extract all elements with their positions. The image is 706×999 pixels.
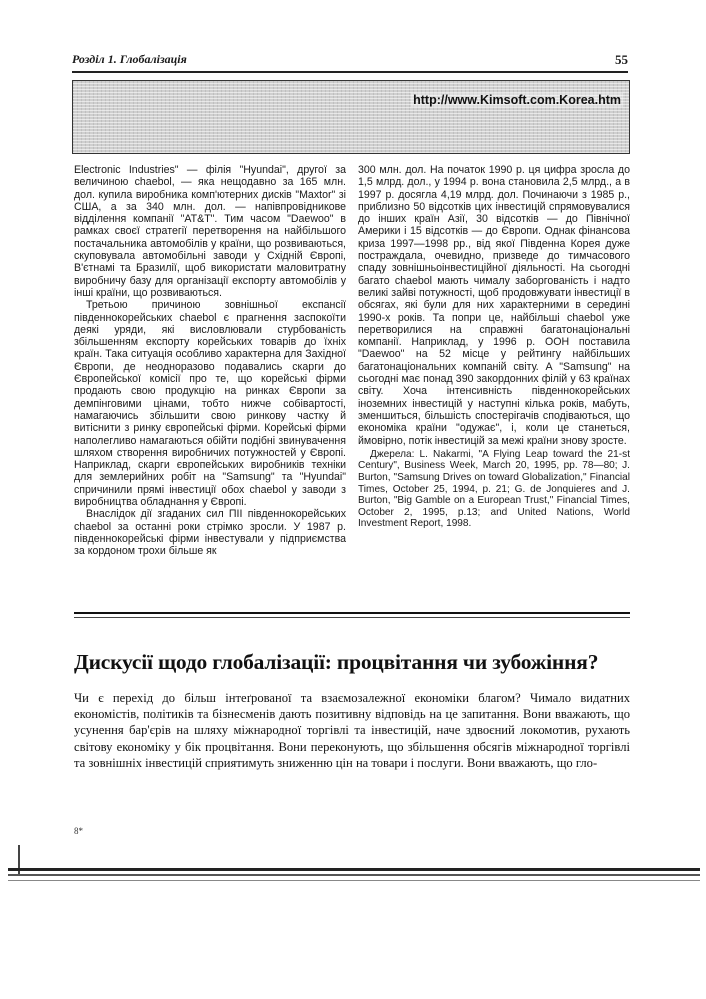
running-head: Розділ 1. Глобалізація	[72, 52, 187, 66]
section-heading: Дискусії щодо глобалізації: процвітання чи зубожіння?	[74, 650, 599, 674]
banner-url: http://www.Kimsoft.com.Korea.htm	[413, 93, 621, 107]
left-paragraph-2: Третьою причиною зовнішньої експансії південнокорейських chaebol є прагнення заспокоїти деякі уряди, які висловлювали стурбованість збільшенням експорту корейських товарів до їхніх країн. Така ситуація особливо характерна для Західної Європи, де неодноразово подавались скарги до Європейської комісії про те, що корейські фірми продають свою продукцію на ринках Європи за демпінговими цінами, тобто нижче собівартості, намагаючись збільшити свою ринкову частку й витіснити з ринку європейські фірми. Корейські фірми наполегливо намагаються обійти подібні звинувачення шляхом створення виробничих потужностей у Європі. Наприклад, скарги європейських виробників техніки для землерийних робіт на "Samsung" та "Hyundai" спричинили прямі інвестиції обох chaebol у заводи з виробництва обладнання у Європі.	[74, 299, 346, 509]
scan-edge-bar-2	[8, 874, 700, 876]
scan-edge-bar	[8, 868, 700, 871]
left-column	[74, 164, 346, 558]
page-number: 55	[615, 52, 628, 67]
section-rule-top	[74, 612, 630, 614]
right-paragraph-1: 300 млн. дол. На початок 1990 р. ця цифра зросла до 1,5 млрд. дол., у 1994 р. вона становила 2,5 млрд., а в 1997 р. досягла 4,19 млрд. дол. Починаючи з 1985 р., приблизно 50 відсотків цих інвестицій спрямовувалися до інших країн Азії, 30 відсотків — до Північної Америки і 15 відсотків — до Європи. Однак фінансова криза 1997—1998 рр., від якої Південна Корея дуже постраждала, очевидно, призведе до тимчасового спаду зовнішньоінвестиційної діяльності. На сьогодні багато chaebol мають чималу заборгованість і надто великі зайві потужності, щоб продовжувати інвестиції в обсягах, які були для них характерними в середині 1990-х років. Та попри це, найбільші chaebol уже перетворилися на справжні багатонаціональні компанії. Наприклад, у 1996 р. ООН поставила "Daewoo" на 52 місце у рейтингу найбільших багатонаціональних компаній світу. А "Samsung" на сьогодні має понад 390 закордонних філій у 63 країнах світу. Хоча інтенсивність південнокорейських іноземних інвестицій у наступні кілька років, мабуть, зменшиться, більшість спостерігачів сподіваються, що економіка країни "одужає", і, коли це станеться, ймовірно, потік інвестицій за межі країни знову зросте.	[358, 164, 630, 447]
signature-mark: 8*	[74, 826, 83, 836]
right-column	[358, 164, 630, 530]
sources-note: Джерела: L. Nakarmi, "A Flying Leap toward the 21-st Century", Business Week, March 20, 1995, pp. 78—80; J. Burton, "Samsung Drives on toward Globalization," Financial Times, October 25, 1994, p. 21; G. de Jonquieres and J. Burton, "Big Gamble on a European Trust," Financial Times, October 2, 1995, p.13; and United Nations, World Investment Report, 1998.	[358, 448, 630, 530]
header-rule	[72, 71, 628, 73]
scan-edge-bar-3	[8, 880, 700, 881]
left-paragraph-3: Внаслідок дії згаданих сил ПІІ південнокорейських chaebol за останні роки стрімко зросли. У 1987 р. південнокорейські фірми інвестували у підприємства за кордоном трохи більше як	[74, 508, 346, 558]
section-rule-bottom	[74, 617, 630, 618]
section-body	[74, 690, 630, 771]
left-paragraph-1: Electronic Industries" — філія "Hyundai", другої за величиною chaebol, — яка нещодавно за 165 млн. дол. купила виробника комп'ютерних дисків "Maxtor" зі США, а за 340 млн. дол. — напівпровідникове відділення компанії "AT&T". Тим часом "Daewoo" в рамках своєї стратегії перетворення на найбільшого постачальника автомобілів у країни, що розвиваються, скуповувала автомобільні заводи у Східній Європі, В'єтнамі та Бразилії, щоб використати маловитратну виробничу базу для організації експорту автомобілів у інші країни, що розвиваються.	[74, 164, 346, 299]
section-paragraph: Чи є перехід до більш інтеґрованої та взаємозалежної економіки благом? Чимало видатних економістів, політиків та бізнесменів дають позитивну відповідь на це запитання. Вони вважають, що усунення бар'єрів на шляху міжнародної торгівлі та інвестицій, наче здвоєний локомотив, рухають світову економіку у бік процвітання. Вони переконують, що збільшення обсягів міжнародної торгівлі та зовнішніх інвестицій сприятимуть зниженню цін на товари і послуги. Вони вважають, що гло-	[74, 691, 630, 770]
url-banner	[72, 80, 630, 154]
